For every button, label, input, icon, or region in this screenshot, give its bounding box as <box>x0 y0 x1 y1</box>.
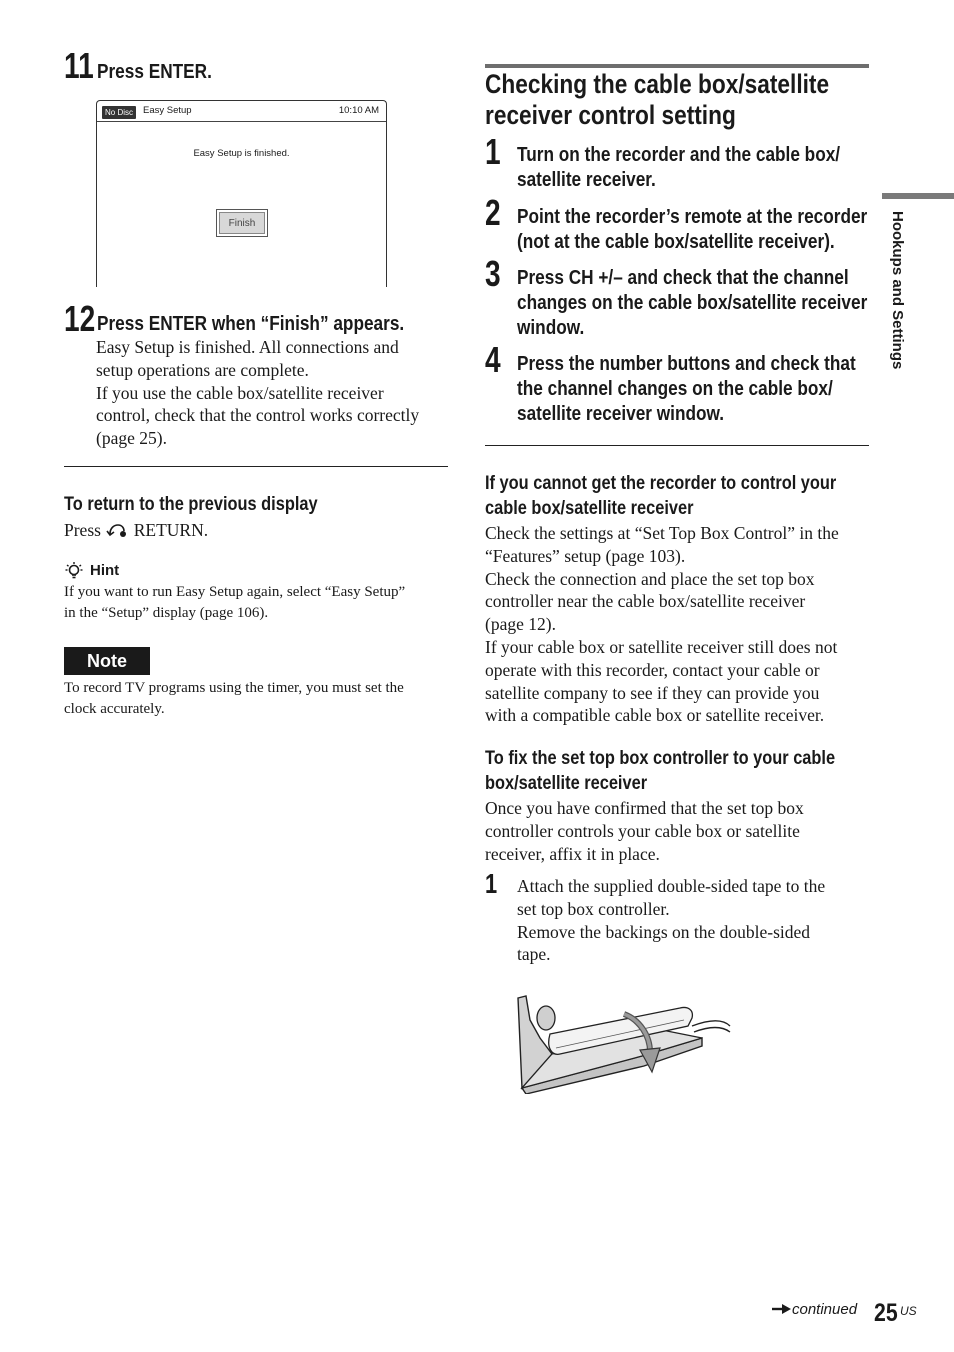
step-line: Press CH +/– and check that the channel <box>517 266 849 289</box>
step-line: satellite receiver window. <box>517 402 725 425</box>
divider <box>64 466 448 467</box>
return-suffix: RETURN. <box>133 520 209 540</box>
body-line: satellite company to see if they can provide you <box>485 682 820 703</box>
check-step-4-number: 4 <box>485 339 501 380</box>
trouble-body <box>485 522 839 727</box>
hint-label: Hint <box>90 562 120 579</box>
check-step-2-number: 2 <box>485 192 501 233</box>
fix-step-1-text <box>517 875 825 966</box>
arrow-right-icon <box>772 1303 792 1315</box>
check-step-1-text <box>517 142 840 192</box>
return-arrow-icon <box>106 522 128 538</box>
step-line: Turn on the recorder and the cable box/ <box>517 143 841 166</box>
body-line: Easy Setup is finished. All connections and <box>96 337 399 357</box>
fix-heading-line: To fix the set top box controller to your cable <box>485 747 836 769</box>
trouble-heading <box>485 471 836 521</box>
body-line: Check the connection and place the set top box <box>485 568 815 589</box>
body-line: controller controls your cable box or satellite <box>485 820 800 841</box>
hint-body <box>64 582 405 624</box>
body-line: control, check that the control works correctly <box>96 405 420 426</box>
body-line: controller near the cable box/satellite receiver <box>485 591 806 612</box>
check-step-3-text <box>517 265 867 340</box>
section-heading-line: Checking the cable box/satellite <box>485 69 830 99</box>
step-12-text: Press ENTER when “Finish” appears. <box>97 312 405 335</box>
step-line: (not at the cable box/satellite receiver). <box>517 230 835 253</box>
note-line: To record TV programs using the timer, you must set the <box>64 680 404 696</box>
body-line: If your cable box or satellite receiver still does not <box>485 636 838 657</box>
fix-body <box>485 797 804 865</box>
step-12-number: 12 <box>64 298 96 339</box>
screen-title: Easy Setup <box>143 105 192 116</box>
continued-text: continued <box>792 1301 858 1318</box>
step-line: satellite receiver. <box>517 168 656 191</box>
check-step-3-number: 3 <box>485 253 501 294</box>
body-line: Once you have confirmed that the set top box <box>485 798 804 818</box>
note-label: Note <box>64 647 150 675</box>
step-12-body <box>96 336 456 450</box>
body-line: (page 25). <box>96 428 167 449</box>
screen-message: Easy Setup is finished. <box>193 148 290 159</box>
body-line: operate with this recorder, contact your cable or <box>485 659 820 680</box>
step-line: changes on the cable box/satellite receiver <box>517 291 868 314</box>
fix-heading <box>485 746 835 796</box>
body-line: set top box controller. <box>517 898 670 919</box>
hint-line: in the “Setup” display (page 106). <box>64 605 269 621</box>
body-line: setup operations are complete. <box>96 359 309 380</box>
check-step-2-text <box>517 204 867 254</box>
controller-tape-illustration <box>512 990 742 1094</box>
finish-button[interactable]: Finish <box>216 209 268 237</box>
fix-heading-line: box/satellite receiver <box>485 772 648 794</box>
lightbulb-icon <box>64 561 84 581</box>
body-line: receiver, affix it in place. <box>485 843 660 864</box>
body-line: “Features” setup (page 103). <box>485 545 686 566</box>
side-tab-label: Hookups and Settings <box>889 211 906 370</box>
step-line: window. <box>517 316 585 339</box>
step-11-text: Press ENTER. <box>97 60 212 83</box>
body-line: Attach the supplied double-sided tape to the <box>517 876 826 896</box>
screen-title-bar <box>97 101 386 122</box>
no-disc-badge: No Disc <box>102 106 136 119</box>
easy-setup-screen <box>96 100 387 287</box>
divider <box>485 445 869 446</box>
return-body <box>64 519 208 542</box>
fix-step-1-number: 1 <box>485 868 498 899</box>
section-top-bar <box>485 64 869 68</box>
body-line: Check the settings at “Set Top Box Control” in the <box>485 523 839 543</box>
step-line: Point the recorder’s remote at the recorder <box>517 205 868 228</box>
screen-clock: 10:10 AM <box>338 105 379 116</box>
hint-line: If you want to run Easy Setup again, select “Easy Setup” <box>64 584 406 600</box>
page-suffix: US <box>900 1304 917 1318</box>
step-line: Press the number buttons and check that <box>517 352 856 375</box>
page-number: 25 <box>874 1299 898 1327</box>
side-tab-bar <box>882 193 954 199</box>
body-line: with a compatible cable box or satellite receiver. <box>485 705 825 726</box>
return-prefix: Press <box>64 520 101 540</box>
trouble-heading-line: cable box/satellite receiver <box>485 497 694 519</box>
continued-indicator <box>772 1301 857 1318</box>
section-heading-line: receiver control setting <box>485 100 736 130</box>
section-heading <box>485 69 829 131</box>
body-line: tape. <box>517 944 551 965</box>
check-step-4-text <box>517 351 856 426</box>
check-step-1-number: 1 <box>485 131 501 172</box>
step-11-number: 11 <box>64 45 94 86</box>
body-line: Remove the backings on the double-sided <box>517 921 811 942</box>
body-line: If you use the cable box/satellite receiver <box>96 382 384 403</box>
step-line: the channel changes on the cable box/ <box>517 377 833 400</box>
return-heading: To return to the previous display <box>64 493 318 515</box>
trouble-heading-line: If you cannot get the recorder to control your <box>485 472 837 494</box>
body-line: (page 12). <box>485 614 556 635</box>
note-line: clock accurately. <box>64 701 165 717</box>
note-body <box>64 678 404 720</box>
